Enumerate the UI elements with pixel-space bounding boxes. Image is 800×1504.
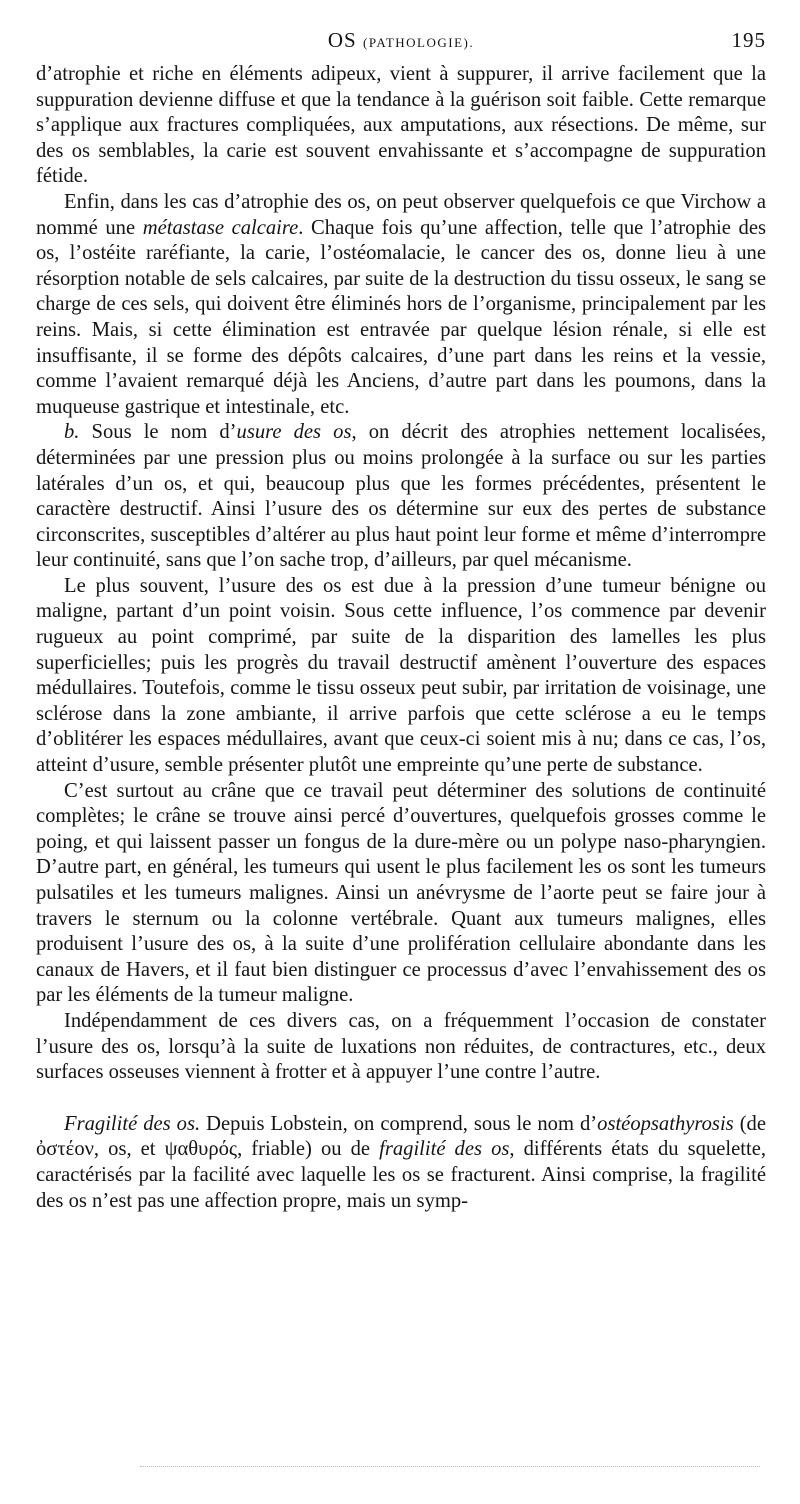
section-label-b: b. bbox=[64, 421, 80, 444]
running-header bbox=[36, 28, 766, 62]
paragraph-2 bbox=[36, 190, 766, 420]
term-fragilite-des-os: fragilité des os bbox=[379, 1138, 510, 1161]
paragraph-2-text-b: . Chaque fois qu’une affection, telle que l’atrophie des os, l’ostéite raréfiante, la carie, l’ostéomalacie, le cancer des os, donne lieu à une résorption notable de sels calcaires, par suite de la destruction du tissu osseux, le sang se charge de ces sels, qui doivent être éliminés hors de l’organisme, principalement par les reins. Mais, si cette élimination est entravée par quelque lésion rénale, si elle est insuffisante, il se forme des dépôts calcaires, d’une part dans les reins et la vessie, comme l’avaient remarqué déjà les Anciens, d’autre part dans les poumons, dans la muqueuse gastrique et intestinale, etc. bbox=[36, 216, 766, 418]
paragraph-7-text-c: , différents états du squelette, caractérisés par la facilité avec laquelle les os se fracturent. Ainsi comprise, la fragilité des os n’est pas une affection propre, mais un symp- bbox=[36, 1138, 767, 1212]
paragraph-3-text-b: , on décrit des atrophies nettement localisées, déterminées par une pression plus ou moins prolongée à la surface ou sur les parties latérales d’un os, et qui, beaucoup plus que les formes précédentes, présentent le caractère destructif. Ainsi l’usure des os détermine sur eux des pertes de substance circonscrites, susceptibles d’altérer au plus haut point leur forme et même d’interrompre leur continuité, sans que l’on sache trop, d’ailleurs, par quel mécanisme. bbox=[36, 421, 766, 572]
paragraph-7 bbox=[36, 1112, 766, 1214]
term-usure-des-os: usure des os bbox=[236, 421, 352, 444]
term-osteopsathyrosis: ostéopsathyrosis bbox=[597, 1112, 734, 1135]
paragraph-3 bbox=[36, 420, 766, 574]
paragraph-7-text-a: Depuis Lobstein, on comprend, sous le nom d’ bbox=[200, 1112, 598, 1135]
paragraph-6: Indépendamment de ces divers cas, on a fréquemment l’occasion de constater l’usure des os, lorsqu’à la suite de luxations non réduites, de contractures, etc., deux surfaces osseuses viennent à frotter et à appuyer l’une contre l’autre. bbox=[36, 1009, 766, 1084]
header-title: OS bbox=[327, 28, 357, 52]
header-subtitle: (PATHOLOGIE). bbox=[363, 35, 475, 50]
running-title bbox=[36, 28, 766, 53]
book-page bbox=[36, 28, 766, 1214]
bottom-scan-artifact bbox=[140, 1466, 760, 1469]
heading-fragilite-des-os: Fragilité des os. bbox=[64, 1112, 201, 1135]
paragraph-1: d’atrophie et riche en éléments adipeux, vient à suppurer, il arrive facilement que la suppuration devienne diffuse et que la tendance à la guérison soit faible. Cette remarque s’applique aux fractures compliquées, aux amputations, aux résections. De même, sur des os semblables, la carie est souvent envahissante et s’accompagne de suppuration fétide. bbox=[36, 63, 766, 188]
paragraph-5: C’est surtout au crâne que ce travail peut déterminer des solutions de continuité complètes; le crâne se trouve ainsi percé d’ouvertures, quelquefois grosses comme le poing, et qui laissent passer un fongus de la dure-mère ou un polype naso-pharyngien. D’autre part, en général, les tumeurs qui usent le plus facilement les os sont les tumeurs pulsatiles et les tumeurs malignes. Ainsi un anévrysme de l’aorte peut se faire jour à travers le sternum ou la colonne vertébrale. Quant aux tumeurs malignes, elles produisent l’usure des os, à la suite d’une prolifération cellulaire abondante dans les canaux de Havers, et il faut bien distinguer ce processus d’avec l’envahissement des os par les éléments de la tumeur maligne. bbox=[36, 779, 766, 1007]
term-metastase-calcaire: métastase calcaire bbox=[142, 216, 299, 239]
paragraph-2-text-a: Enfin, dans les cas d’atrophie des os, on peut observer quelquefois ce que Virchow a nommé une bbox=[36, 190, 766, 239]
paragraph-3-text-a: Sous le nom d’ bbox=[79, 421, 237, 444]
paragraph-7-text-b: (de ὀστέον, os, et ψαθυρός, friable) ou de bbox=[36, 1112, 766, 1161]
page-number: 195 bbox=[731, 28, 766, 52]
paragraph-4: Le plus souvent, l’usure des os est due à la pression d’une tumeur bénigne ou maligne, partant d’un point voisin. Sous cette influence, l’os commence par devenir rugueux au point comprimé, par suite de la disparition des lamelles les plus superficielles; puis les progrès du travail destructif amènent l’ouverture des espaces médullaires. Toutefois, comme le tissu osseux peut subir, par irritation de voisinage, une sclérose dans la zone ambiante, il arrive parfois que cette sclérose a eu le temps d’oblitérer les espaces médullaires, avant que ceux-ci soient mis à nu; dans ce cas, l’os, atteint d’usure, semble présenter plutôt une empreinte qu’une perte de substance. bbox=[36, 574, 766, 777]
